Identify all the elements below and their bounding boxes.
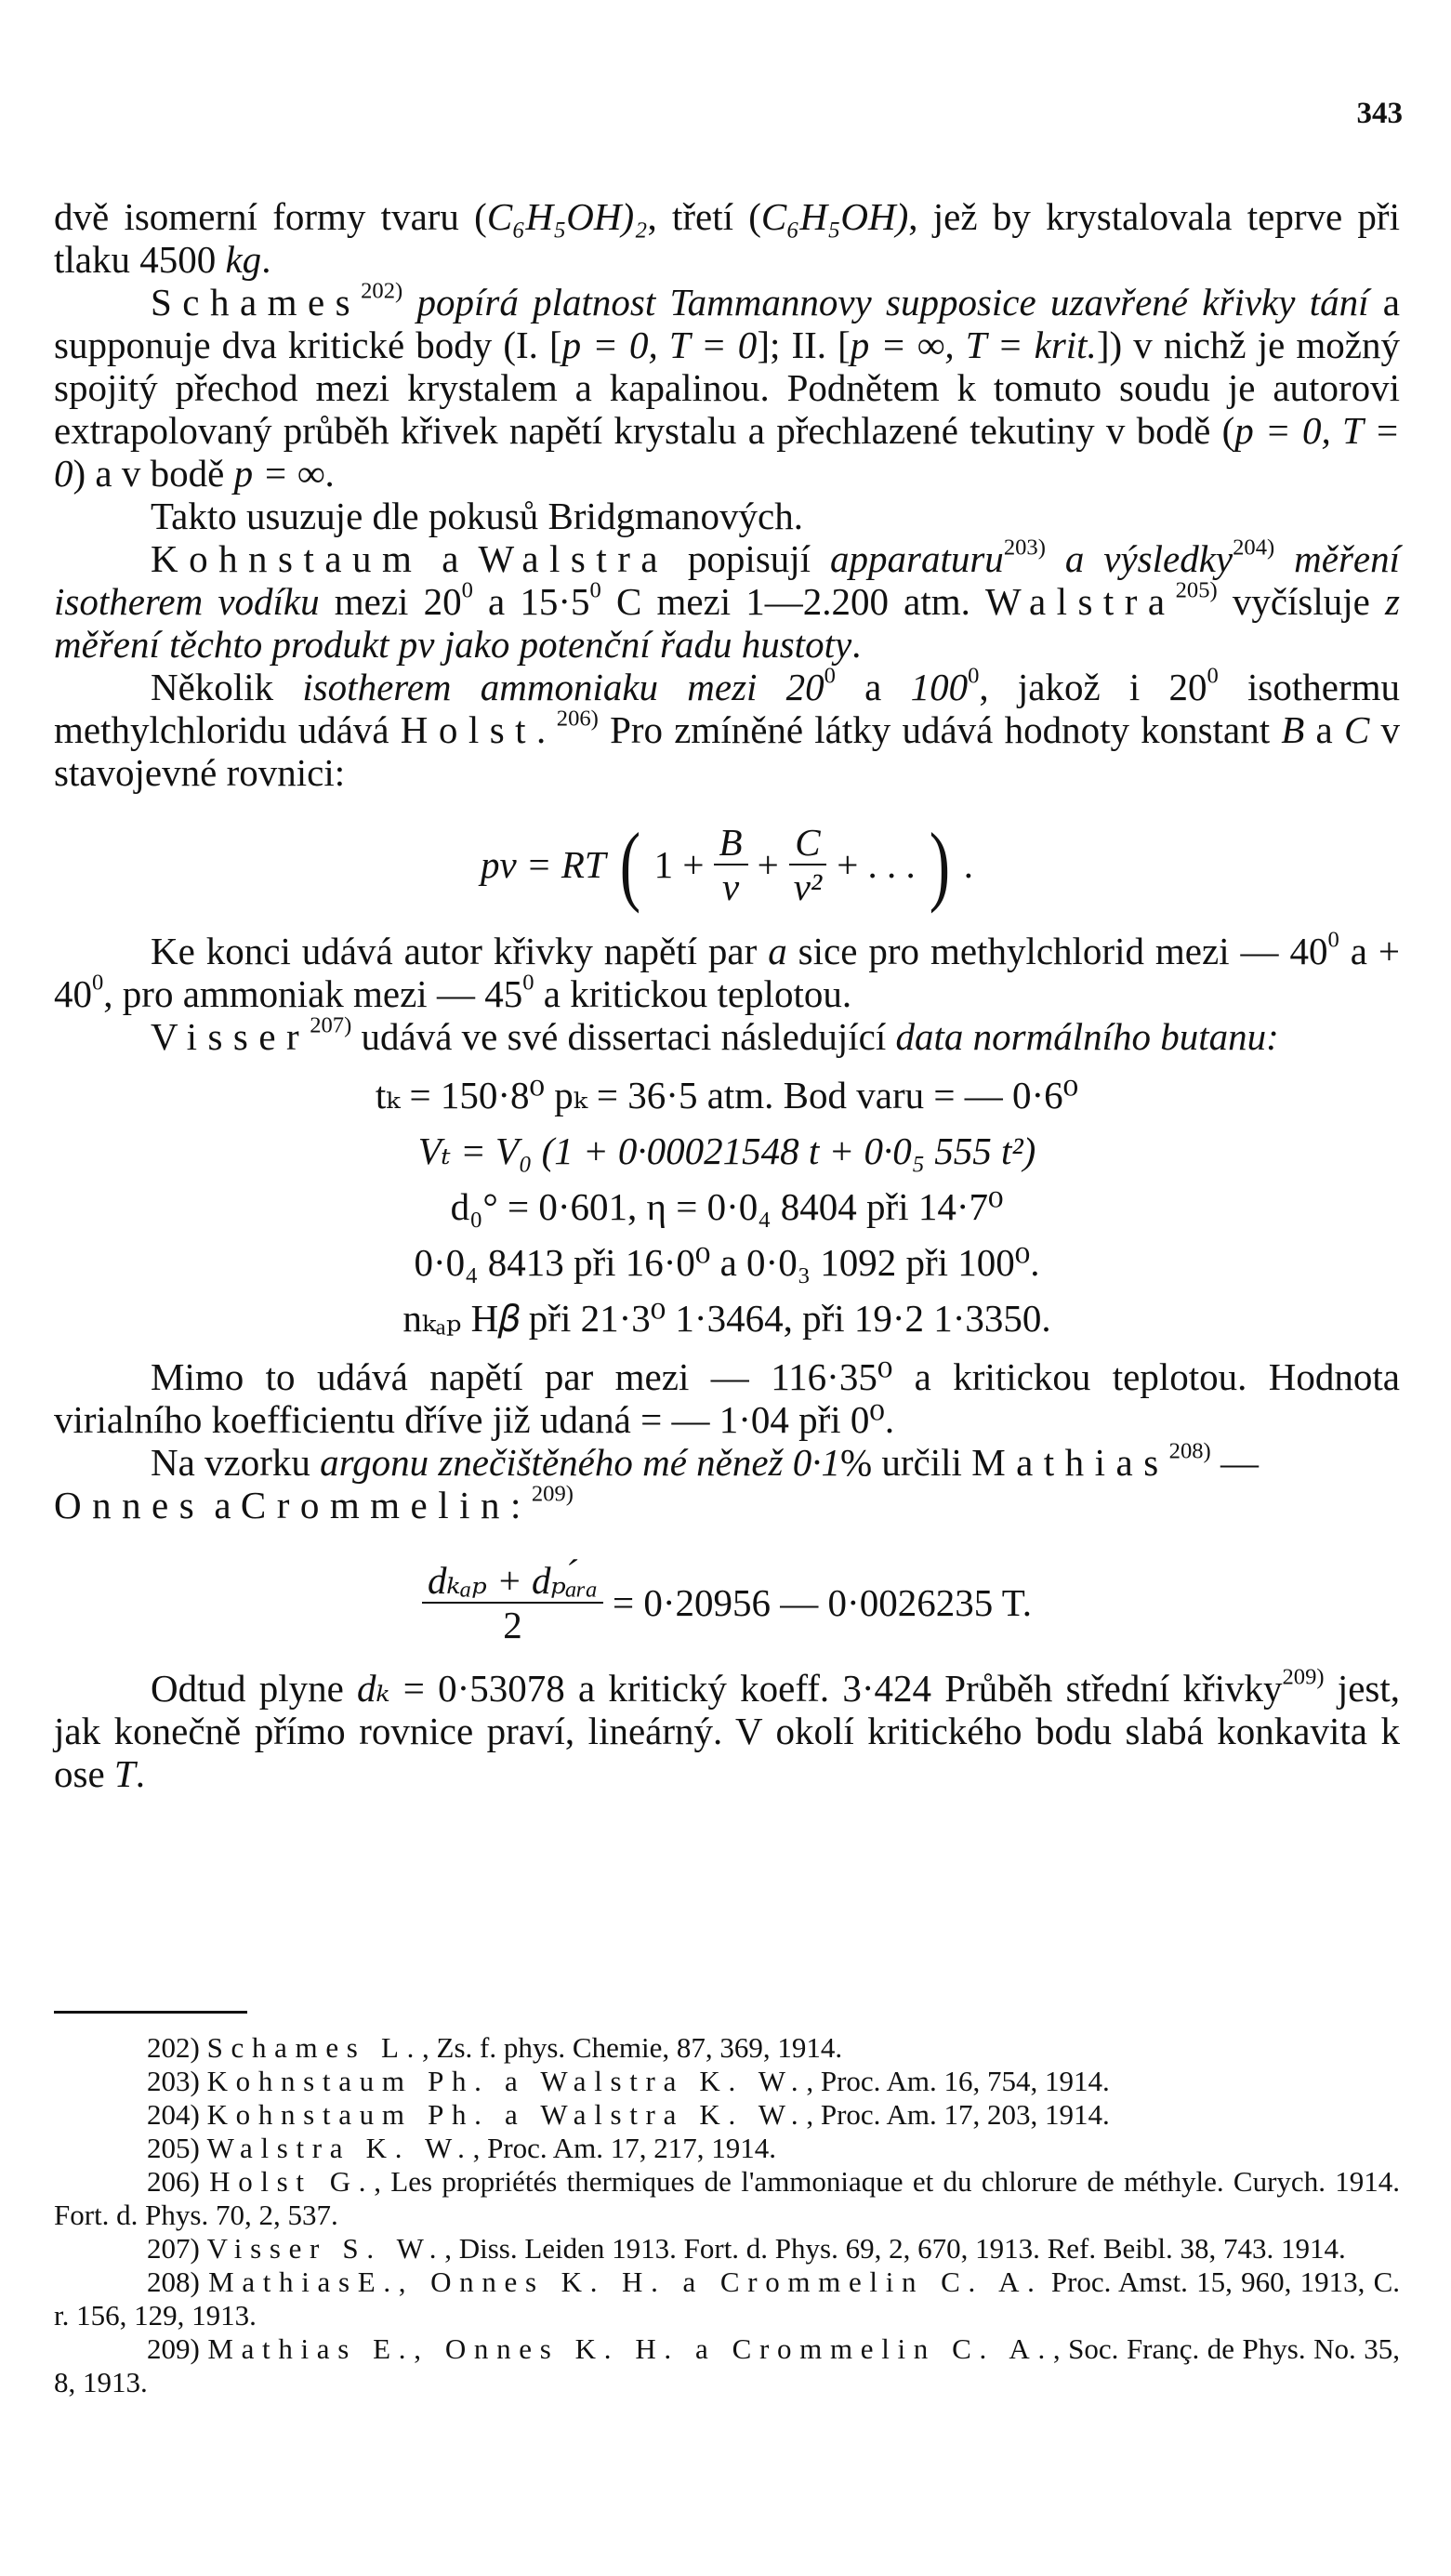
- eq-lhs: pv = RT: [480, 843, 606, 886]
- paragraph-visser: Visser$^{207)}$ udává ve své dissertaci následující data normálního butanu:: [151, 1012, 1279, 1058]
- body-text: [54, 195, 1400, 1795]
- paragraph-isomeric-forms: dvě isomerní formy tvaru (C₆H₅OH)₂, třetí (C₆H₅OH), jež by krystalovala teprve při tlaku 4500 kg.: [54, 195, 1400, 281]
- footnote-204: 204) Kohnstaum Ph. a Walstra K. W., Proc. Am. 17, 203, 1914.: [147, 2098, 1110, 2131]
- page-number: 343: [1356, 97, 1403, 130]
- open-paren: (: [619, 814, 640, 914]
- data-line-refraction: nₖₐₚ H𝛽 při 21·3⁰ 1·3464, při 19·2 1·3350.: [402, 1297, 1051, 1340]
- paragraph-methylchlorid: Ke konci udává autor křivky napětí par a sice pro methylchlorid mezi — $40^0$ $a + 40^0$, pro ammoniak mezi — $45^0$ a kritickou teplotou.: [54, 927, 1401, 1015]
- data-line-volume: Vₜ = V₀ (1 + 0·00021548 t + 0·0₅ 555 t²): [417, 1129, 1036, 1172]
- fraction-c-over-v2: $\frac{C}{\text{v²}}$: [788, 821, 828, 908]
- paragraph-argon: Na vzorku argonu znečištěného mé něnež 0·1% určili Mathias$^{208)}$ — Onnes a Crommelin:$^{209)}$: [54, 1438, 1259, 1526]
- equation-of-state: pv = RT ( 1 + $\frac{B}{v}$ + $\frac{C}{\text{v²}}$ + . . . ) .: [480, 814, 974, 914]
- footnote-divider: [54, 2011, 247, 2014]
- footnote-203: 203) Kohnstaum Ph. a Walstra K. W., Proc. Am. 16, 754, 1914.: [147, 2065, 1110, 2097]
- paragraph-schames: Schames$^{202)}$ popírá platnost Tammannovy supposice uzavřené křivky tání a supponuje dva kritické body (I. [p = 0, T = 0]; II. [p = ∞, T = krit.]) v nichž je možný spojitý přechod mezi krystalem a kapalinou. Podnětem k tomuto soudu je autorovi extrapolovaný průběh křivek napětí krystalu a přechlazené tekutiny v bodě (p = 0, T = 0) a v bodě p = ∞.: [54, 278, 1401, 495]
- eq-tail: + . . .: [837, 843, 916, 886]
- paragraph-vapor-pressure: Mimo to udává napětí par mezi — 116·35⁰ a kritickou teplotou. Hodnota virialního koefficientu dříve již udaná = — 1·04 při 0⁰.: [54, 1355, 1400, 1441]
- paragraph-holst: Několik isotherem ammoniaku mezi $20^0$ a $100^0$, jakož i $20^0$ isothermu methylchloridu udává Holst.$^{206)}$ Pro zmíněné látky udává hodnoty konstant B a C v stavojevné rovnici:: [54, 663, 1401, 794]
- close-paren: ): [929, 814, 950, 914]
- footnote-205: 205) Walstra K. W., Proc. Am. 17, 217, 1914.: [147, 2132, 776, 2164]
- data-line-density: d₀° = 0·601, η = 0·0₄ 8404 při 14·7⁰: [450, 1185, 1004, 1228]
- footnote-202: 202) Schames L., Zs. f. phys. Chemie, 87, 369, 1914.: [147, 2031, 843, 2064]
- footnote-209: 209) Mathias E., Onnes K. H. a Crommelin C. A., Soc. Franç. de Phys. No. 35, 8, 1913.: [54, 2332, 1401, 2398]
- data-line-viscosity: 0·0₄ 8413 při 16·0⁰ a 0·0₃ 1092 při 100⁰.: [414, 1241, 1040, 1284]
- footnote-206: 206) Holst G., Les propriétés thermiques de l'ammoniaque et du chlorure de méthyle. Curych. 1914. Fort. d. Phys. 70, 2, 537.: [54, 2165, 1400, 2231]
- eq2-rhs: = 0·20956 — 0·0026235 T.: [613, 1581, 1032, 1624]
- fraction-density-mean: $\frac{\text{dₖₐₚ + dₚₐ́ᵣₐ}}{2}$: [422, 1559, 603, 1646]
- footnote-208: 208) MathiasE., Onnes K. H. a Crommelin C. A. Proc. Amst. 15, 960, 1913, C. r. 156, 129, 1913.: [54, 2266, 1401, 2332]
- footnotes: [54, 2031, 1400, 2399]
- equation-density: [54, 1552, 1400, 1646]
- paragraph-kohnstaum-walstra: Kohnstaum a Walstra popisují apparaturu$^{203)}$ a výsledky$^{204)}$ měření isotherem vodíku mezi $20^0$ a $15\cdot 5^0$ C mezi 1—2.200 atm. Walstra$^{205)}$ vyčísluje z měření těchto produkt pv jako potenční řadu hustoty.: [54, 535, 1401, 666]
- eq-one: 1 +: [653, 843, 705, 886]
- paragraph-bridgman: Takto usuzuje dle pokusů Bridgmanových.: [151, 495, 803, 537]
- paragraph-conclusion: Odtud plyne dₖ = 0·53078 a kritický koeff. 3·424 Průběh střední křivky$^{209)}$ jest, jak konečně přímo rovnice praví, lineárný. V okolí kritického bodu slabá konkavita k ose T.: [54, 1664, 1401, 1795]
- data-line-critical: tₖ = 150·8⁰ pₖ = 36·5 atm. Bod varu = — 0·6⁰: [375, 1074, 1079, 1116]
- footnote-207: 207) Visser S. W., Diss. Leiden 1913. Fort. d. Phys. 69, 2, 670, 1913. Ref. Beibl. 38, 743. 1914.: [147, 2232, 1346, 2265]
- butane-data: [54, 1071, 1400, 1342]
- fraction-b-over-v: $\frac{B}{v}$: [714, 821, 748, 908]
